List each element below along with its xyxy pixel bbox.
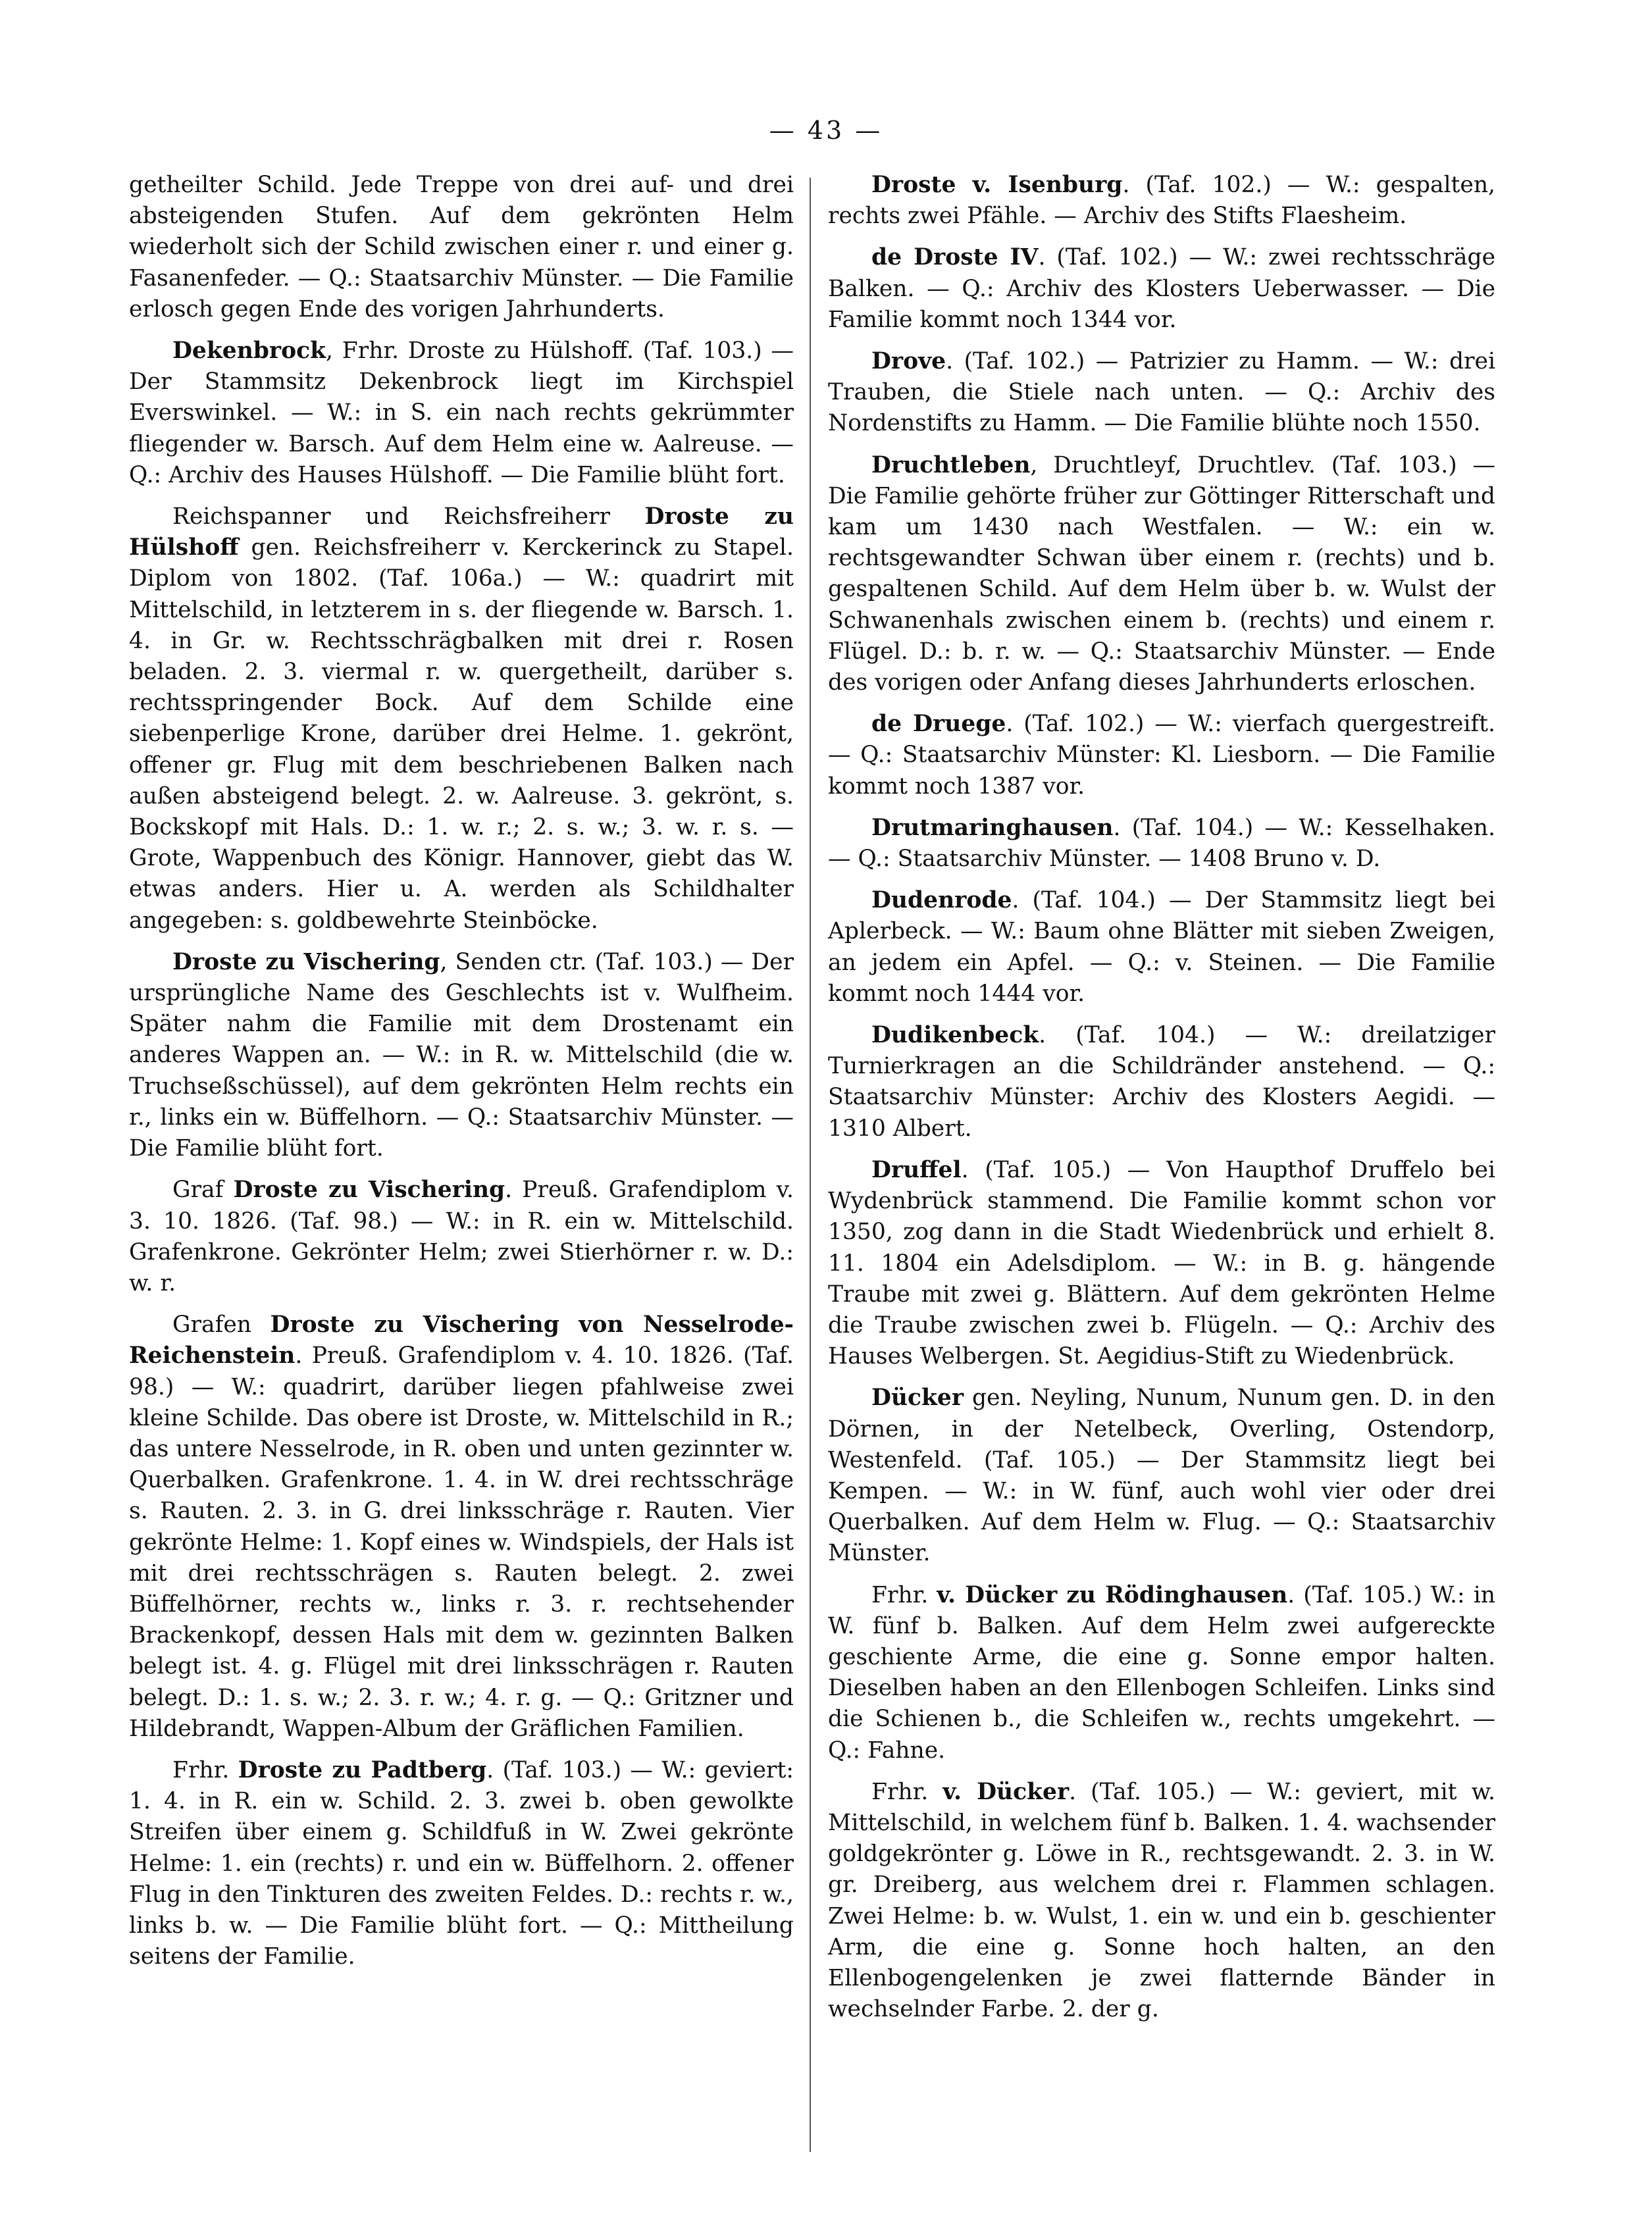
entry: Grafen Droste zu Vischering von Nesselrode-Reichenstein. Preuß. Grafendiplom v. 4. 10. 1826. (Taf. 98.) — W.: quadrirt, darüber liegen pfahlweise zwei kleine Schilde. Das obere ist Droste, w. Mittelschild in R.; das untere Nesselrode, in R. oben und unten gezinnter w. Querbalken. Grafenkrone. 1. 4. in W. drei rechtsschräge s. Rauten. 2. 3. in G. drei linksschräge r. Rauten. Vier gekrönte Helme: 1. Kopf eines w. Windspiels, der Hals ist mit drei rechtsschrägen s. Rauten belegt. 2. zwei Büffelhörner, rechts w., links r. 3. r. rechtsehender Brackenkopf, dessen Hals mit dem w. gezinnten Balken belegt ist. 4. g. Flügel mit drei linksschrägen r. Rauten belegt. D.: 1. s. w.; 2. 3. r. w.; 4. r. g. — Q.: Gritzner und Hildebrandt, Wappen-Album der Gräflichen Familien. xyxy=(129,1312,794,1742)
entry-heading: Dücker xyxy=(871,1385,964,1412)
entry-heading: Droste zu Padtberg xyxy=(238,1756,487,1783)
entry-heading: Droste zu Vischering xyxy=(233,1177,505,1204)
entry-heading: de Droste IV xyxy=(871,244,1039,271)
entry: Dekenbrock, Frhr. Droste zu Hülshoff. (Taf. 103.) — Der Stammsitz Dekenbrock liegt im Kirchspiel Everswinkel. — W.: in S. ein nach rechts gekrümmter fliegender w. Barsch. Auf dem Helm eine w. Aalreuse. — Q.: Archiv des Hauses Hülshoff. — Die Familie blüht fort. xyxy=(129,338,794,488)
entry: Drove. (Taf. 102.) — Patrizier zu Hamm. — W.: drei Trauben, die Stiele nach unten. — Q.: Archiv des Nordenstifts zu Hamm. — Die Familie blühte noch 1550. xyxy=(828,348,1495,437)
entry-heading: Dekenbrock xyxy=(172,338,326,365)
entry: Droste v. Isenburg. (Taf. 102.) — W.: gespalten, rechts zwei Pfähle. — Archiv des Stifts Flaesheim. xyxy=(828,172,1496,230)
entry-heading: v. Dücker xyxy=(942,1778,1070,1805)
entry-heading: Druchtleben xyxy=(871,451,1031,478)
left-column xyxy=(129,170,794,1983)
entry: Druffel. (Taf. 105.) — Von Haupthof Druffelo bei Wydenbrück stammend. Die Familie kommt schon vor 1350, zog dann in die Stadt Wiedenbrück und erhielt 8. 11. 1804 ein Adelsdiplom. — W.: in B. g. hängende Traube mit zwei g. Blättern. Auf dem gekrönten Helme die Traube zwischen zwei b. Flügeln. — Q.: Archiv des Hauses Welbergen. St. Aegidius-Stift zu Wiedenbrück. xyxy=(828,1156,1495,1370)
entry: Dücker gen. Neyling, Nunum, Nunum gen. D. in den Dörnen, in der Netelbeck, Overling, Ostendorp, Westenfeld. (Taf. 105.) — Der Stammsitz liegt bei Kempen. — W.: in W. fünf, auch wohl vier oder drei Querbalken. Auf dem Helm w. Flug. — Q.: Staatsarchiv Münster. xyxy=(828,1385,1495,1567)
page-number: — 43 — xyxy=(769,116,883,145)
entry: Druchtleben, Druchtleyf, Druchtlev. (Taf. 103.) — Die Familie gehörte früher zur Göttinger Ritterschaft und kam um 1430 nach Westfalen. — W.: ein w. rechtsgewandter Schwan über einem r. (rechts) und b. gespaltenen Schild. Auf dem Helm über b. w. Wulst der Schwanenhals zwischen einem b. (rechts) und einem r. Flügel. D.: b. r. w. — Q.: Staatsarchiv Münster. — Ende des vorigen oder Anfang dieses Jahrhunderts erloschen. xyxy=(828,451,1495,696)
entry: Frhr. v. Dücker zu Rödinghausen. (Taf. 105.) W.: in W. fünf b. Balken. Auf dem Helm zwei aufgereckte geschiente Arme, die eine g. Sonne empor halten. Dieselben haben an den Ellenbogen Schleifen. Links sind die Schienen b., die Schleifen w., rechts umgekehrt. — Q.: Fahne. xyxy=(828,1581,1495,1764)
entry-heading: Droste zu Hülshoff xyxy=(129,503,794,561)
entry-heading: Droste zu Vischering xyxy=(172,948,440,975)
entry: Frhr. Droste zu Padtberg. (Taf. 103.) — W.: geviert: 1. 4. in R. ein w. Schild. 2. 3. zwei b. oben gewolkte Streifen über einem g. Schildfuß in W. Zwei gekrönte Helme: 1. ein (rechts) r. und ein w. Büffelhorn. 2. offener Flug in den Tinkturen des zweiten Feldes. D.: rechts r. w., links b. w. — Die Familie blüht fort. — Q.: Mittheilung seitens der Familie. xyxy=(129,1756,794,1970)
entry: Reichspanner und Reichsfreiherr Droste zu Hülshoff gen. Reichsfreiherr v. Kerckerinck zu Stapel. Diplom von 1802. (Taf. 106a.) — W.: quadrirt mit Mittelschild, in letzterem in s. der fliegende w. Barsch. 1. 4. in Gr. w. Rechtsschrägbalken mit drei r. Rosen beladen. 2. 3. viermal r. w. quergetheilt, darüber s. rechtsspringender Bock. Auf dem Schilde eine siebenperlige Krone, darüber drei Helme. 1. gekrönt, offener gr. Flug mit dem beschriebenen Balken nach außen absteigend belegt. 2. w. Aalreuse. 3. gekrönt, s. Bockskopf mit Hals. D.: 1. w. r.; 2. s. w.; 3. w. r. s. — Grote, Wappenbuch des Königr. Hannover, giebt das W. etwas anders. Hier u. A. werden als Schildhalter angegeben: s. goldbewehrte Steinböcke. xyxy=(129,503,794,934)
column-divider xyxy=(810,178,811,2152)
entry-heading: Droste zu Vischering von Nesselrode-Reichenstein xyxy=(129,1312,794,1369)
entry: Droste zu Vischering, Senden ctr. (Taf. 103.) — Der ursprüngliche Name des Geschlechts ist v. Wulfheim. Später nahm die Familie mit dem Drostenamt ein anderes Wappen an. — W.: in R. w. Mittelschild (die w. Truchseßschüssel), auf dem gekrönten Helm rechts ein r., links ein w. Büffelhorn. — Q.: Staatsarchiv Münster. — Die Familie blüht fort. xyxy=(129,948,794,1162)
entry: Frhr. v. Dücker. (Taf. 105.) — W.: geviert, mit w. Mittelschild, in welchem fünf b. Balken. 1. 4. wachsender goldgekrönter g. Löwe in R., rechtsgewandt. 2. 3. in W. gr. Dreiberg, aus welchem drei r. Flammen schlagen. Zwei Helme: b. w. Wulst, 1. ein w. und ein b. geschienter Arm, die eine g. Sonne hoch halten, an den Ellenbogengelenken je zwei flatternde Bänder in wechselnder Farbe. 2. der g. xyxy=(828,1778,1495,2023)
right-column xyxy=(828,170,1495,2035)
entry: de Droste IV. (Taf. 102.) — W.: zwei rechtsschräge Balken. — Q.: Archiv des Klosters Ueberwasser. — Die Familie kommt noch 1344 vor. xyxy=(828,244,1496,333)
entry-heading: Droste v. Isenburg xyxy=(871,172,1123,198)
entry-heading: Dudikenbeck xyxy=(871,1022,1039,1049)
entry: Dudikenbeck. (Taf. 104.) — W.: dreilatziger Turnierkragen an die Schildränder anstehend. — Q.: Staatsarchiv Münster: Archiv des Klosters Aegidi. — 1310 Albert. xyxy=(828,1022,1495,1142)
entry-heading: Drutmaringhausen xyxy=(871,814,1114,841)
entry-heading: Dudenrode xyxy=(871,887,1012,914)
entry: getheilter Schild. Jede Treppe von drei auf- und drei absteigenden Stufen. Auf dem gekrönten Helm wiederholt sich der Schild zwischen einer r. und einer g. Fasanenfeder. — Q.: Staatsarchiv Münster. — Die Familie erlosch gegen Ende des vorigen Jahrhunderts. xyxy=(129,172,794,322)
entry-heading: de Druege xyxy=(871,711,1006,738)
entry: de Druege. (Taf. 102.) — W.: vierfach quergestreift. — Q.: Staatsarchiv Münster: Kl. Liesborn. — Die Familie kommt noch 1387 vor. xyxy=(828,711,1495,800)
entry-heading: v. Dücker zu Rödinghausen xyxy=(937,1581,1288,1608)
entry-heading: Drove xyxy=(871,348,946,375)
entry: Graf Droste zu Vischering. Preuß. Grafendiplom v. 3. 10. 1826. (Taf. 98.) — W.: in R. ein w. Mittelschild. Grafenkrone. Gekrönter Helm; zwei Stierhörner r. w. D.: w. r. xyxy=(129,1177,794,1296)
entry: Dudenrode. (Taf. 104.) — Der Stammsitz liegt bei Aplerbeck. — W.: Baum ohne Blätter mit sieben Zweigen, an jedem ein Apfel. — Q.: v. Steinen. — Die Familie kommt noch 1444 vor. xyxy=(828,887,1495,1007)
entry-heading: Druffel xyxy=(871,1156,962,1183)
entry: Drutmaringhausen. (Taf. 104.) — W.: Kesselhaken. — Q.: Staatsarchiv Münster. — 1408 Bruno v. D. xyxy=(828,814,1495,873)
